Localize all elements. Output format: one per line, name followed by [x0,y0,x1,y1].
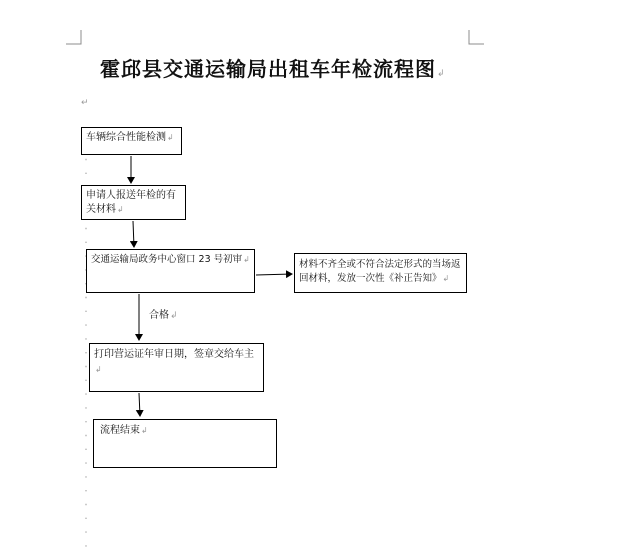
step-vehicle-inspection-text: 车辆综合性能检测 [86,132,166,143]
paragraph-mark-icon: ↲ [117,205,124,214]
arrow-2 [133,221,134,247]
paragraph-mark-icon: ↲ [141,426,148,435]
paragraph-mark-icon: ↲ [95,365,102,374]
paragraph-mark-icon: ↲ [243,255,250,264]
step-end-text: 流程结束 [100,425,140,436]
arrow-3 [256,274,292,275]
page-title-text: 霍邱县交通运输局出租车年检流程图 [100,57,436,81]
paragraph-mark-icon: ↵ [81,98,89,108]
paragraph-mark-icon: ↲ [437,69,446,79]
step-submit-materials-text: 申请人报送年检的有关材料 [86,190,176,215]
step-return-materials-text: 材料不齐全或不符合法定形式的当场返回材料，发放一次性《补正告知》 [299,259,461,284]
step-print-date-text: 打印营运证年审日期，签章交给车主 [94,349,254,360]
step-initial-review-text: 交通运输局政务中心窗口 23 号初审 [91,254,243,265]
paragraph-mark-icon: ↲ [167,133,174,142]
paragraph-mark-icon: ↲ [442,274,450,283]
pass-label-text: 合格 [149,310,169,321]
paragraph-mark-icon: ↲ [170,311,178,321]
arrow-5 [139,393,140,416]
